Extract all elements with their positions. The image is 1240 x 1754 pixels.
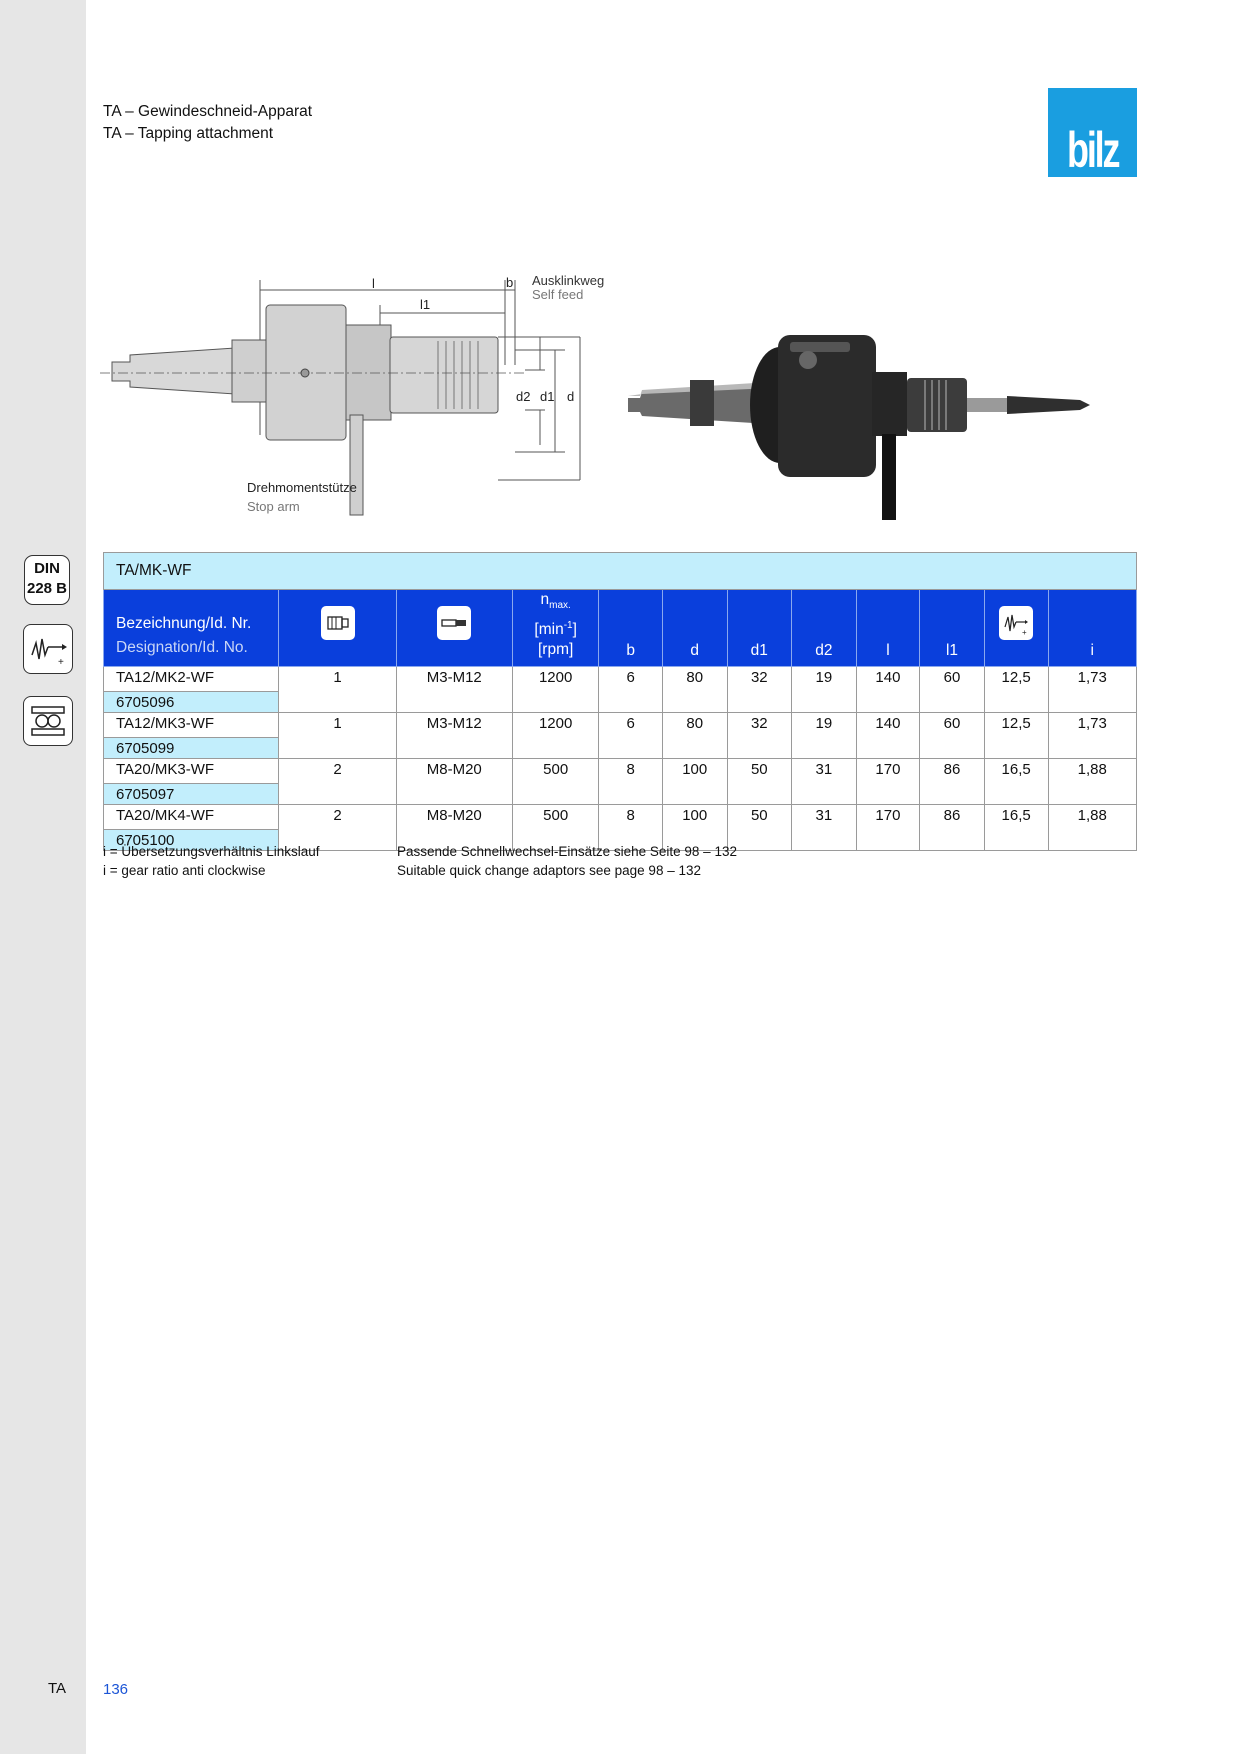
header-l1: l1 [920,590,985,667]
table-row [104,667,1137,692]
row-d: 80 [662,713,727,738]
footer-page-number: 136 [103,1681,129,1698]
row-d1: 50 [727,805,792,830]
dim-label-d2: d2 [516,389,531,404]
attachment-size-icon [321,606,355,640]
row-b: 6 [599,713,662,738]
row-d: 100 [662,805,727,830]
dim-label-b: b [506,275,514,290]
self-feed-label-en: Self feed [532,287,584,302]
row-l: 140 [856,667,920,692]
logo-text: bilz [1066,122,1119,178]
stop-arm-label-de: Drehmomentstütze [247,480,357,495]
bearing-icon [23,696,73,746]
svg-text:+: + [58,657,64,668]
row-i: 1,73 [1048,713,1137,738]
row-id: 6705097 [104,784,279,805]
row-d1: 32 [727,713,792,738]
header-designation-en: Designation/Id. No. [116,639,248,657]
row-d2: 31 [792,805,857,830]
row-i: 1,88 [1048,759,1137,784]
header-nmax-n: n [540,591,550,608]
tap-range-icon [437,606,471,640]
header-min-close: ] [572,621,577,639]
row-b: 6 [599,667,662,692]
note-gear-ratio-de: i = Übersetzungsverhältnis Linkslauf [103,844,320,859]
table-row-id [104,784,1137,805]
row-d1: 32 [727,667,792,692]
row-range: M3-M12 [396,713,512,738]
page-title-en: TA – Tapping attachment [103,125,274,142]
note-adaptors-de: Passende Schnellwechsel-Einsätze siehe Seite 98 – 132 [397,844,737,859]
row-name: TA12/MK3-WF [104,713,279,738]
header-i: i [1048,590,1137,667]
row-id: 6705100 [104,830,279,851]
dim-label-d1: d1 [540,389,555,404]
header-d1: d1 [727,590,792,667]
row-feed: 16,5 [984,805,1048,830]
header-d2: d2 [792,590,857,667]
row-feed: 12,5 [984,667,1048,692]
product-table [103,552,1137,851]
row-id: 6705099 [104,738,279,759]
header-self-feed [984,590,1048,667]
din-badge [24,555,70,605]
row-size: 1 [279,713,396,738]
row-l1: 86 [920,759,985,784]
row-name: TA12/MK2-WF [104,667,279,692]
header-min: [min [534,621,564,639]
header-nmax-sub: max. [549,600,571,612]
table-row [104,805,1137,830]
row-b: 8 [599,759,662,784]
row-d2: 19 [792,667,857,692]
row-d1: 50 [727,759,792,784]
header-designation-de: Bezeichnung/Id. Nr. [116,615,252,633]
row-l1: 60 [920,667,985,692]
note-gear-ratio-en: i = gear ratio anti clockwise [103,863,266,878]
header-l: l [856,590,920,667]
technical-drawing [100,265,640,525]
row-name: TA20/MK4-WF [104,805,279,830]
self-feed-label-de: Ausklinkweg [532,273,605,288]
left-sidebar [0,0,86,1754]
row-l: 140 [856,713,920,738]
dim-label-l1: l1 [420,297,431,312]
table-row [104,759,1137,784]
header-tap-range [396,590,512,667]
row-rpm: 500 [512,805,599,830]
self-feed-header-icon [999,606,1033,640]
row-l: 170 [856,805,920,830]
din-line2: 228 B [26,580,68,597]
row-d2: 31 [792,759,857,784]
row-l1: 86 [920,805,985,830]
row-size: 1 [279,667,396,692]
row-range: M8-M20 [396,805,512,830]
header-size [279,590,396,667]
row-i: 1,73 [1048,667,1137,692]
row-id: 6705096 [104,692,279,713]
row-rpm: 1200 [512,667,599,692]
product-photo [620,330,1150,520]
row-range: M3-M12 [396,667,512,692]
row-i: 1,88 [1048,805,1137,830]
table-caption: TA/MK-WF [104,553,1137,590]
header-b: b [599,590,662,667]
brand-logo [1048,88,1137,177]
row-size: 2 [279,805,396,830]
header-designation [104,590,279,667]
notes-right [397,842,737,880]
dim-label-d: d [567,389,575,404]
row-feed: 12,5 [984,713,1048,738]
header-nmax [512,590,599,667]
row-range: M8-M20 [396,759,512,784]
header-d: d [662,590,727,667]
table-row [104,713,1137,738]
row-rpm: 500 [512,759,599,784]
din-line1: DIN [34,560,60,577]
note-adaptors-en: Suitable quick change adaptors see page 98 – 132 [397,863,701,878]
row-l: 170 [856,759,920,784]
row-d: 80 [662,667,727,692]
self-feed-icon [23,624,73,674]
page-title-de: TA – Gewindeschneid-Apparat [103,103,313,120]
table-row-id [104,738,1137,759]
row-l1: 60 [920,713,985,738]
row-feed: 16,5 [984,759,1048,784]
notes-left [103,842,320,880]
table-row-id [104,692,1137,713]
header-rpm: [rpm] [538,641,574,659]
svg-text:+: + [1022,628,1027,638]
row-rpm: 1200 [512,713,599,738]
footer-section: TA [48,1680,67,1697]
row-b: 8 [599,805,662,830]
row-d: 100 [662,759,727,784]
stop-arm-label-en: Stop arm [247,499,300,514]
row-d2: 19 [792,713,857,738]
dim-label-l: l [372,276,375,291]
row-name: TA20/MK3-WF [104,759,279,784]
header-min-sup: -1 [563,620,573,632]
row-size: 2 [279,759,396,784]
